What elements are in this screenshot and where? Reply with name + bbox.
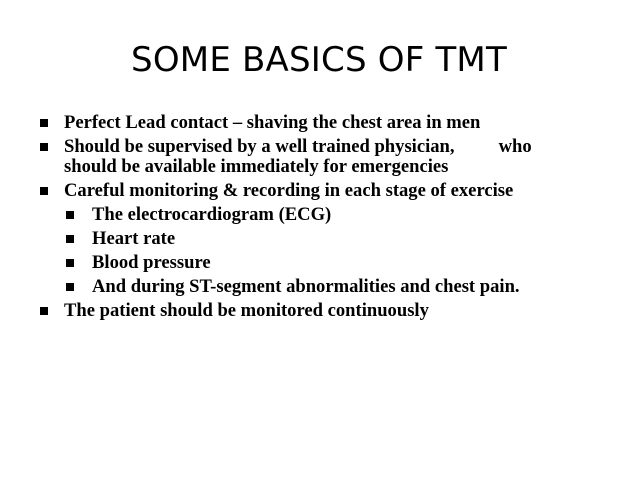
bullet-list xyxy=(40,113,610,325)
square-bullet-icon xyxy=(66,211,74,219)
bullet-text: Perfect Lead contact – shaving the chest area in men xyxy=(64,112,481,133)
square-bullet-icon xyxy=(40,143,48,151)
bullet-text: Heart rate xyxy=(92,228,176,249)
square-bullet-icon xyxy=(40,307,48,315)
sub-bullet-item xyxy=(66,205,610,225)
sub-bullet-item xyxy=(66,253,610,273)
square-bullet-icon xyxy=(40,119,48,127)
bullet-text: Careful monitoring & recording in each stage of exercise xyxy=(64,180,514,201)
bullet-text: should be available immediately for emergencies xyxy=(64,156,449,177)
bullet-text: Blood pressure xyxy=(92,252,211,273)
bullet-item xyxy=(40,113,610,133)
bullet-text: who xyxy=(498,136,532,157)
square-bullet-icon xyxy=(66,283,74,291)
bullet-item xyxy=(40,137,610,177)
sub-bullet-item xyxy=(66,277,610,297)
bullet-text: And during ST-segment abnormalities and chest pain. xyxy=(92,276,520,297)
bullet-text: The electrocardiogram (ECG) xyxy=(92,204,332,225)
square-bullet-icon xyxy=(66,259,74,267)
bullet-text: Should be supervised by a well trained physician, xyxy=(64,136,455,157)
bullet-item xyxy=(40,181,610,201)
bullet-text: The patient should be monitored continuously xyxy=(64,300,429,321)
slide-title: SOME BASICS OF TMT xyxy=(131,40,507,80)
square-bullet-icon xyxy=(66,235,74,243)
sub-bullet-item xyxy=(66,229,610,249)
bullet-item xyxy=(40,301,610,321)
square-bullet-icon xyxy=(40,187,48,195)
